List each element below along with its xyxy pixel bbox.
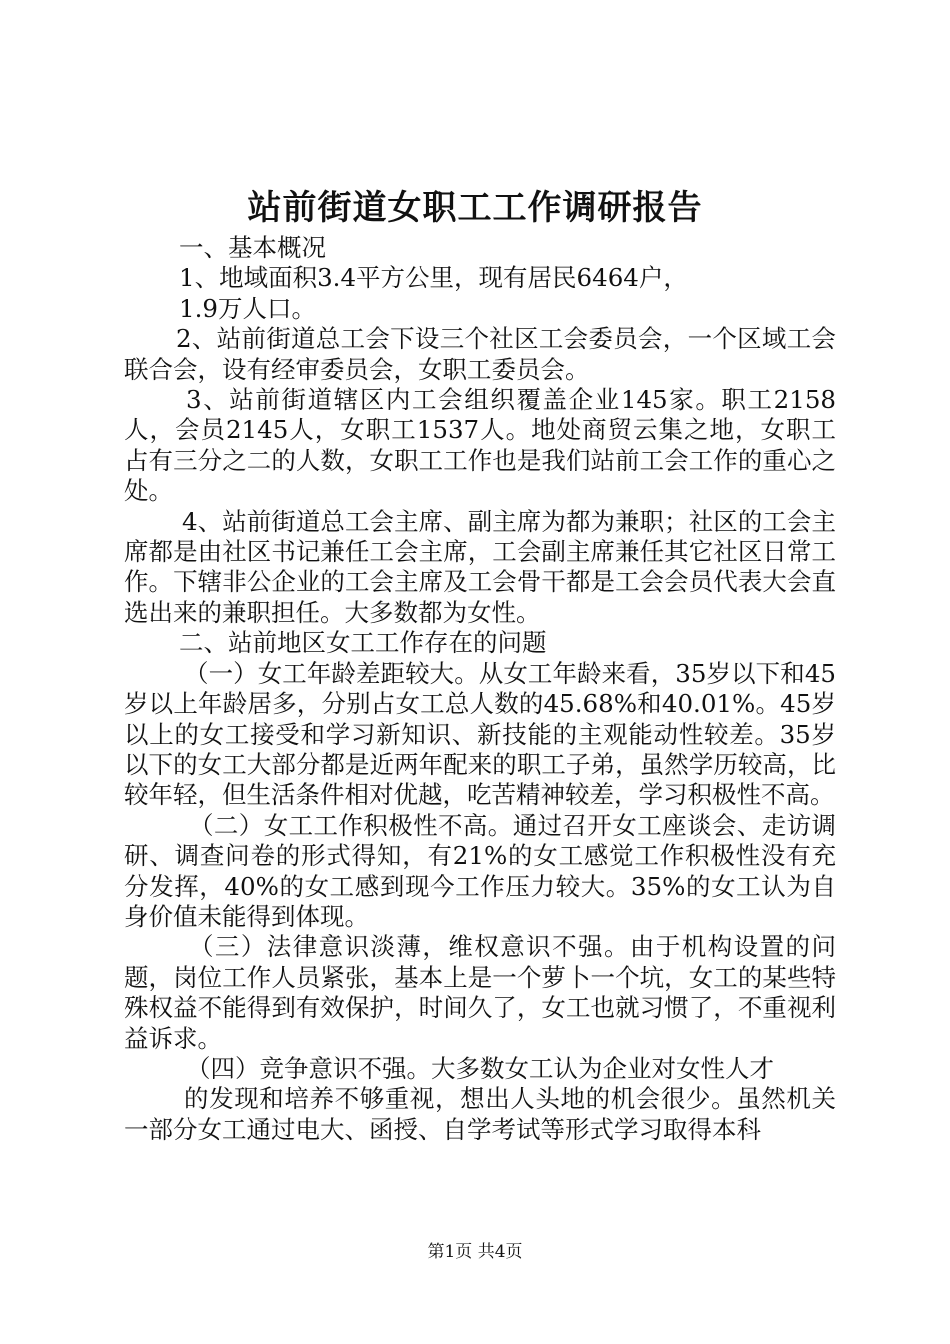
paragraph-population: 1.9万人口。 [179, 293, 316, 323]
document-body [124, 233, 836, 1145]
page-number-footer: 第1页 共4页 [427, 1242, 523, 1262]
paragraph-problem-4-continued: 的发现和培养不够重视，想出人头地的机会很少。虽然机关一部分女工通过电大、函授、自学考试等形式学习取得本科 [124, 1084, 836, 1144]
paragraph-problem-1: （一）女工年龄差距较大。从女工年龄来看，35岁以下和45岁以上年龄居多，分别占女工总人数的45.68%和40.01%。45岁以上的女工接受和学习新知识、新技能的主观能动性较差。35岁以下的女工大部分都是近两年配来的职工子弟，虽然学历较高，比较年轻，但生活条件相对优越，吃苦精神较差，学习积极性不高。 [124, 658, 836, 810]
paragraph-problem-4: （四）竞争意识不强。大多数女工认为企业对女性人才 [186, 1053, 774, 1083]
paragraph-area: 1、地域面积3.4平方公里，现有居民6464户， [179, 263, 688, 293]
paragraph-problem-2: （二）女工工作积极性不高。通过召开女工座谈会、走访调研、调查问卷的形式得知，有21%的女工感觉工作积极性没有充分发挥，40%的女工感到现今工作压力较大。35%的女工认为自身价值未能得到体现。 [124, 810, 836, 931]
document-title: 站前街道女职工工作调研报告 [247, 188, 703, 228]
paragraph-problem-3: （三）法律意识淡薄，维权意识不强。由于机构设置的问题，岗位工作人员紧张，基本上是一个萝卜一个坑，女工的某些特殊权益不能得到有效保护，时间久了，女工也就习惯了，不重视利益诉求。 [124, 932, 836, 1053]
section-heading-basic-overview: 一、基本概况 [179, 233, 326, 262]
paragraph-union-leadership: 4、站前街道总工会主席、副主席为都为兼职；社区的工会主席都是由社区书记兼任工会主席，工会副主席兼任其它社区日常工作。下辖非公企业的工会主席及工会骨干都是工会会员代表大会直选出来的兼职担任。大多数都为女性。 [124, 506, 836, 627]
section-heading-problems: 二、站前地区女工工作存在的问题 [179, 628, 547, 658]
paragraph-union-structure: 2、站前街道总工会下设三个社区工会委员会，一个区域工会联合会，设有经审委员会，女职工委员会。 [124, 324, 836, 384]
paragraph-union-coverage: 3、站前街道辖区内工会组织覆盖企业145家。职工2158人，会员2145人，女职工1537人。地处商贸云集之地，女职工占有三分之二的人数，女职工工作也是我们站前工会工作的重心之处。 [124, 385, 836, 506]
